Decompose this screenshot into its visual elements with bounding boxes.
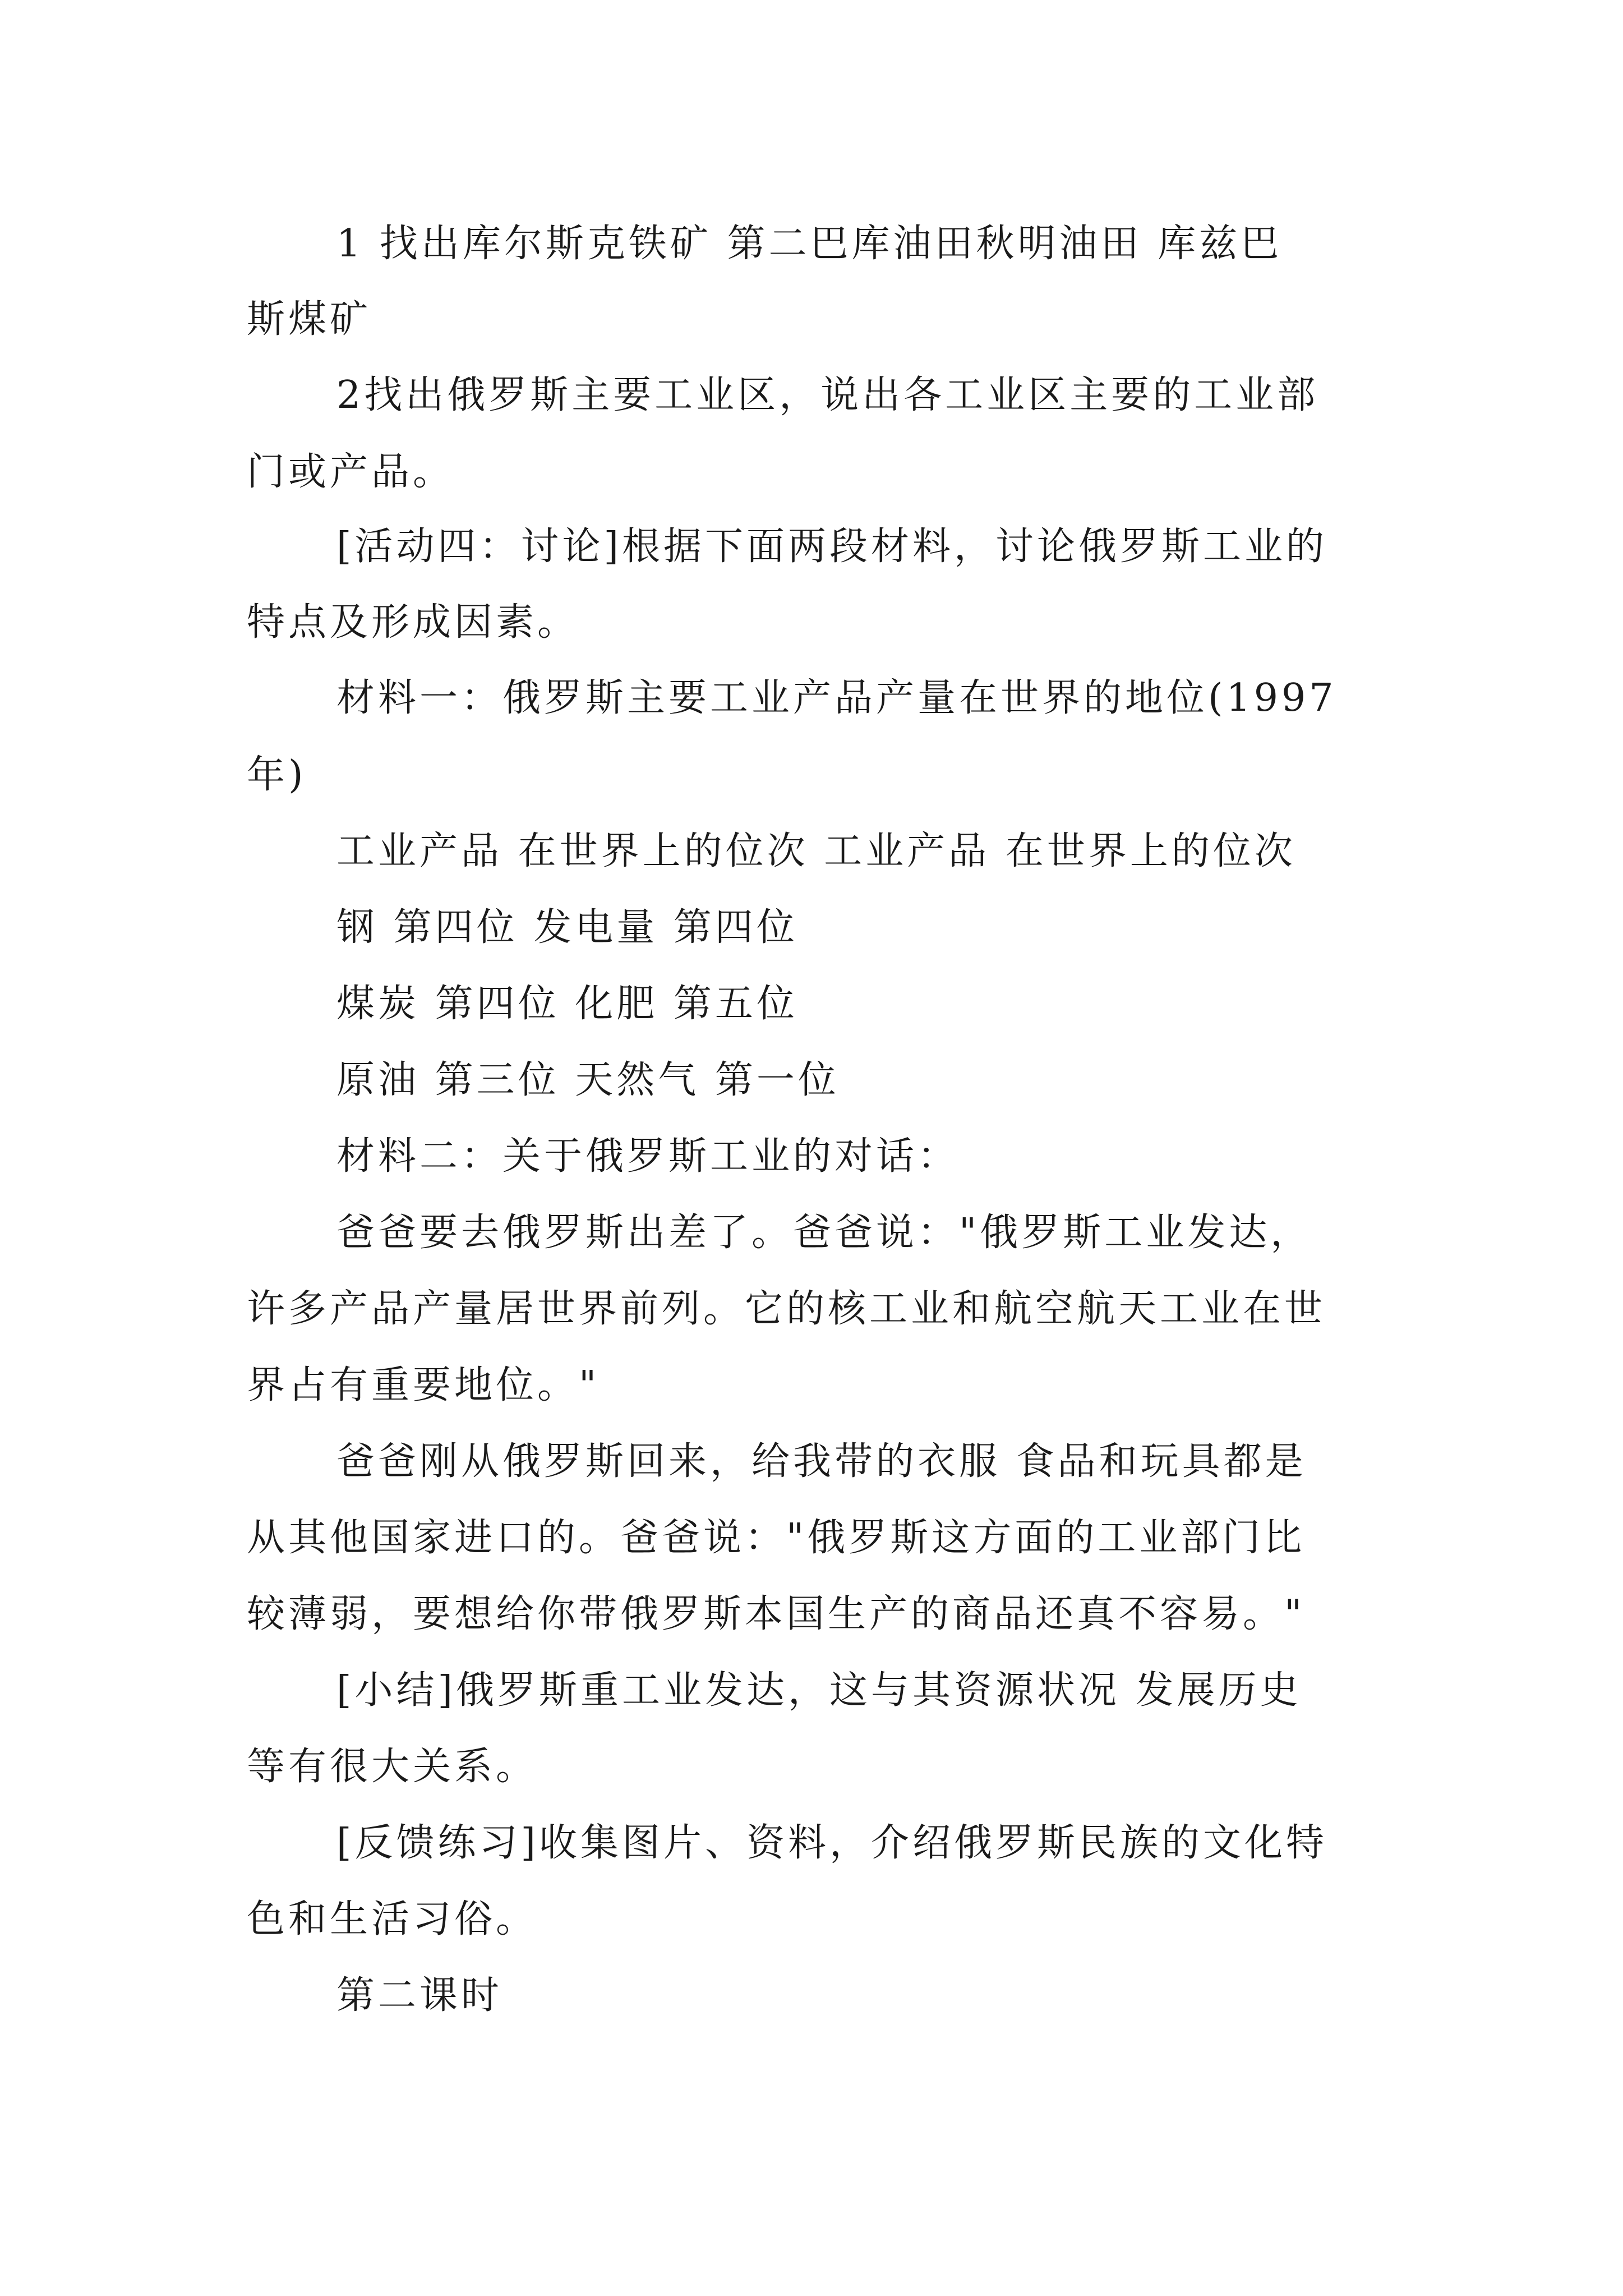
text-line-2: 斯煤矿 <box>247 297 372 342</box>
text-line-13: 材料二：关于俄罗斯工业的对话： <box>336 1134 960 1179</box>
text-line-22: [反馈练习]收集图片、资料，介绍俄罗斯民族的文化特 <box>336 1821 1328 1865</box>
text-line-9: 工业产品 在世界上的位次 工业产品 在世界上的位次 <box>336 829 1296 873</box>
text-line-19: 较薄弱，要想给你带俄罗斯本国生产的商品还真不容易。" <box>247 1592 1306 1636</box>
text-line-5: [活动四：讨论]根据下面两段材料，讨论俄罗斯工业的 <box>336 524 1328 569</box>
text-line-16: 界占有重要地位。" <box>247 1363 600 1407</box>
text-line-12: 原油 第三位 天然气 第一位 <box>336 1058 840 1102</box>
text-line-15: 许多产品产量居世界前列。它的核工业和航空航天工业在世 <box>247 1287 1326 1331</box>
text-line-23: 色和生活习俗。 <box>247 1897 538 1941</box>
text-line-20: [小结]俄罗斯重工业发达，这与其资源状况 发展历史 <box>336 1668 1302 1713</box>
text-line-8: 年) <box>247 753 307 797</box>
text-line-14: 爸爸要去俄罗斯出差了。爸爸说："俄罗斯工业发达， <box>336 1211 1312 1255</box>
text-line-21: 等有很大关系。 <box>247 1745 538 1789</box>
text-line-10: 钢 第四位 发电量 第四位 <box>336 905 798 950</box>
text-line-7: 材料一：俄罗斯主要工业产品产量在世界的地位(1997 <box>336 676 1337 720</box>
text-line-3: 2找出俄罗斯主要工业区，说出各工业区主要的工业部 <box>336 373 1319 417</box>
text-line-18: 从其他国家进口的。爸爸说："俄罗斯这方面的工业部门比 <box>247 1516 1306 1560</box>
text-line-11: 煤炭 第四位 化肥 第五位 <box>336 982 798 1026</box>
text-line-4: 门或产品。 <box>247 450 455 494</box>
text-line-17: 爸爸刚从俄罗斯回来，给我带的衣服 食品和玩具都是 <box>336 1439 1307 1484</box>
text-line-24: 第二课时 <box>336 1973 503 2018</box>
text-line-6: 特点及形成因素。 <box>247 600 579 645</box>
text-line-1: 1 找出库尔斯克铁矿 第二巴库油田秋明油田 库兹巴 <box>336 222 1283 266</box>
